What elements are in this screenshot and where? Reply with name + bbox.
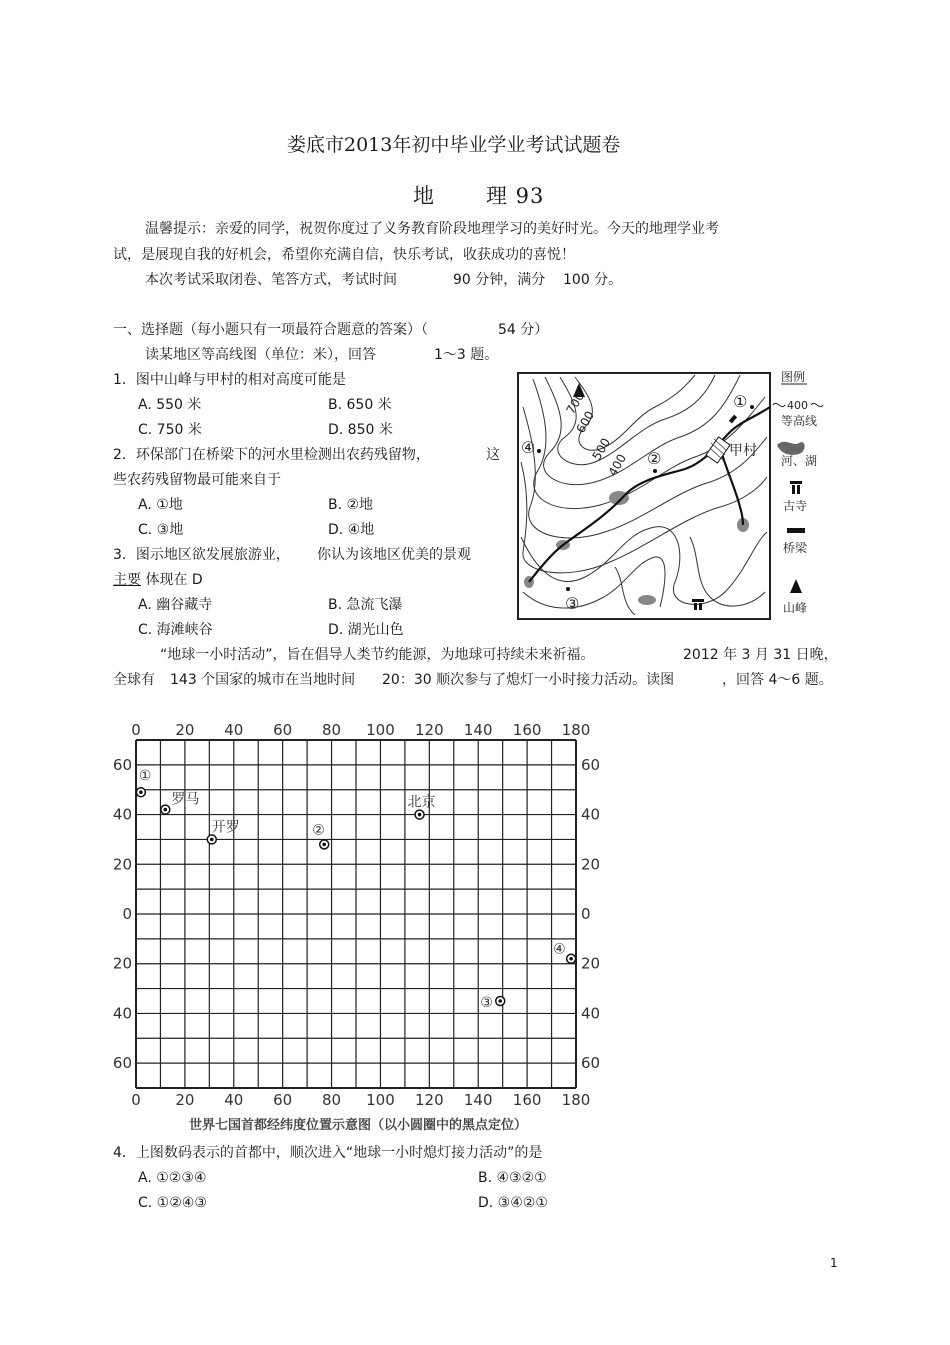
lon-tick-bottom: 140 [463, 1091, 493, 1109]
lon-tick-bottom: 80 [322, 1091, 342, 1109]
q3-stem-underlined: 主要 [113, 572, 141, 588]
capital-label: 罗马 [171, 791, 200, 808]
legend-lake-icon [777, 442, 805, 455]
passage-line-1b: 2012 年 3 月 31 日晚， [683, 647, 838, 663]
lat-tick-right: 40 [581, 1004, 601, 1023]
lon-tick-bottom: 180 [561, 1091, 591, 1109]
legend-contour-wave-left [773, 403, 785, 406]
subject-char-2: 理 93 [486, 184, 545, 208]
lon-ticks-bottom [131, 1091, 590, 1109]
legend-temple: 古寺 [783, 499, 808, 513]
q3-option-a: A. 幽谷藏寺 [138, 597, 213, 613]
lon-tick-top: 180 [561, 721, 591, 739]
q2-option-a: A. ①地 [138, 497, 183, 513]
grid-caption: 世界七国首都经纬度位置示意图（以小圆圈中的黑点定位） [188, 1118, 528, 1133]
lon-tick-bottom: 100 [366, 1091, 395, 1109]
lon-tick-bottom: 120 [415, 1091, 444, 1109]
intro-line-1: 温馨提示：亲爱的同学，祝贺你度过了义务教育阶段地理学习的美好时光。今天的地理学业考 [145, 221, 719, 237]
passage-line-2a: 全球有 [113, 672, 155, 688]
village-label: 甲村 [729, 443, 757, 459]
exam-title: 娄底市2013年初中毕业学业考试试题卷 [287, 134, 621, 156]
legend-title: 图例 [781, 370, 806, 384]
contour-label-500: 500 [589, 435, 614, 463]
point-dot-4 [537, 449, 541, 453]
q4-option-a: A. ①②③④ [138, 1170, 207, 1186]
lat-tick-left: 40 [112, 1004, 132, 1023]
q4-option-b: B. ④③②① [478, 1170, 547, 1186]
passage-line-2d: ，回答 4～6 题。 [722, 672, 833, 688]
page-number: 1 [830, 1256, 838, 1270]
lon-tick-top: 120 [415, 721, 444, 739]
lon-tick-bottom: 160 [512, 1091, 542, 1109]
point-label-2: ② [647, 449, 662, 468]
lon-tick-bottom: 40 [224, 1091, 244, 1109]
passage-line-1a: “地球一小时活动”，旨在倡导人类节约能源，为地球可持续未来祈福。 [160, 647, 595, 663]
legend-peak: 山峰 [783, 601, 808, 615]
point-dot-2 [653, 469, 657, 473]
legend-bridge: 桥梁 [783, 541, 808, 555]
intro-line-3b: 90 分钟，满分 [453, 272, 546, 288]
capital-label: ② [312, 822, 325, 839]
lat-tick-right: 60 [581, 1054, 601, 1073]
capital-dot [418, 813, 422, 817]
q3-option-b: B. 急流飞瀑 [328, 597, 403, 613]
q2-stem-c: 些农药残留物最可能来自于 [113, 472, 281, 488]
lon-tick-top: 80 [322, 721, 342, 739]
point-label-3: ③ [565, 594, 580, 613]
section1-lead-b: 1～3 题。 [434, 347, 499, 363]
lon-tick-bottom: 0 [131, 1091, 141, 1109]
q1-option-a: A. 550 米 [138, 397, 202, 413]
lat-tick-right: 0 [581, 905, 591, 923]
lat-ticks-left [113, 756, 132, 1072]
capital-label: 北京 [407, 794, 436, 811]
q4-option-c: C. ①②④③ [138, 1195, 207, 1211]
lon-tick-top: 40 [224, 721, 244, 739]
lat-tick-left: 60 [112, 1054, 132, 1073]
lat-tick-left: 0 [122, 905, 132, 923]
legend-peak-icon [790, 579, 802, 593]
q3-stem-c: 体现在 D [145, 572, 203, 588]
point-label-4: ④ [521, 438, 536, 457]
lon-tick-top: 20 [175, 721, 195, 739]
lon-tick-top: 160 [512, 721, 542, 739]
lon-tick-bottom: 20 [175, 1091, 195, 1109]
legend-contour-value: 400 [787, 399, 808, 412]
q1-option-b: B. 650 米 [328, 397, 392, 413]
passage-line-2c: 20：30 顺次参与了熄灯一小时接力活动。读图 [382, 672, 675, 688]
lat-tick-right: 60 [581, 755, 601, 774]
capital-label: ③ [480, 995, 493, 1011]
intro-line-2: 试，是展现自我的好机会，希望你充满自信，快乐考试，收获成功的喜悦！ [113, 247, 575, 263]
point-dot-1 [750, 405, 754, 409]
lon-tick-top: 140 [463, 721, 493, 739]
capital-dot [164, 808, 168, 812]
capital-label: 开罗 [211, 819, 240, 836]
q3-option-c: C. 海滩峡谷 [138, 622, 213, 638]
q1-stem: 1．图中山峰与甲村的相对高度可能是 [113, 372, 346, 388]
lat-ticks-right [581, 756, 600, 1072]
capital-dot [498, 999, 502, 1003]
lat-tick-right: 20 [581, 855, 601, 874]
capital-grid-map [108, 715, 608, 1140]
lon-ticks-top [131, 721, 590, 739]
intro-line-3a: 本次考试采取闭卷、笔答方式，考试时间 [145, 272, 397, 288]
contour-map [515, 367, 833, 629]
lat-tick-left: 20 [112, 954, 132, 973]
q2-stem-b: 这 [486, 447, 500, 463]
q1-option-c: C. 750 米 [138, 422, 202, 438]
contour-label-600: 600 [573, 408, 598, 436]
lon-tick-top: 60 [273, 721, 293, 739]
intro-line-3c: 100 分。 [563, 272, 623, 288]
lat-tick-right: 40 [581, 805, 601, 824]
legend-contour-label: 等高线 [781, 414, 818, 428]
q3-stem-c-wrap [113, 570, 203, 590]
lat-tick-left: 40 [112, 805, 132, 824]
capital-label: ① [138, 768, 152, 785]
q2-stem-a: 2．环保部门在桥梁下的河水里检测出农药残留物， [113, 447, 430, 463]
subject-char-1: 地 [413, 184, 435, 208]
q3-stem-a: 3．图示地区欲发展旅游业， [113, 547, 290, 563]
legend-bridge-icon [787, 528, 805, 533]
q2-option-d: D. ④地 [328, 522, 375, 538]
section1-lead-a: 读某地区等高线图（单位：米），回答 [145, 347, 376, 363]
q3-stem-b: 你认为该地区优美的景观 [317, 547, 471, 563]
lat-tick-left: 20 [112, 855, 132, 874]
q4-option-d: D. ③④②① [478, 1195, 548, 1211]
q4-stem: 4．上图数码表示的首都中，顺次进入“地球一小时熄灯接力活动”的是 [113, 1145, 543, 1161]
capital-dot [210, 838, 214, 842]
point-label-1: ① [733, 392, 748, 411]
lon-tick-bottom: 60 [273, 1091, 293, 1109]
grid-lines [136, 740, 576, 1088]
capital-label: ④ [553, 941, 566, 958]
passage-line-2b: 143 个国家的城市在当地时间 [170, 672, 356, 688]
q3-option-d: D. 湖光山色 [328, 622, 404, 638]
q2-option-c: C. ③地 [138, 522, 184, 538]
section1-heading-b: 54 分） [498, 322, 549, 338]
legend-river-lake: 河、湖 [781, 454, 818, 468]
legend-contour-wave-right [811, 403, 823, 406]
lat-tick-left: 60 [112, 755, 132, 774]
contour-label-400: 400 [605, 451, 630, 479]
lat-tick-right: 20 [581, 954, 601, 973]
legend-temple-icon [790, 481, 802, 494]
capital-dot [139, 790, 143, 794]
capital-dot [569, 957, 573, 961]
section1-heading-a: 一、选择题（每小题只有一项最符合题意的答案）（ [113, 322, 428, 338]
lon-tick-top: 100 [366, 721, 395, 739]
point-dot-3 [566, 587, 570, 591]
contour-label-700: 700 [563, 389, 588, 417]
q1-option-d: D. 850 米 [328, 422, 393, 438]
q2-option-b: B. ②地 [328, 497, 374, 513]
lon-tick-top: 0 [131, 721, 141, 739]
capital-dot [322, 843, 326, 847]
